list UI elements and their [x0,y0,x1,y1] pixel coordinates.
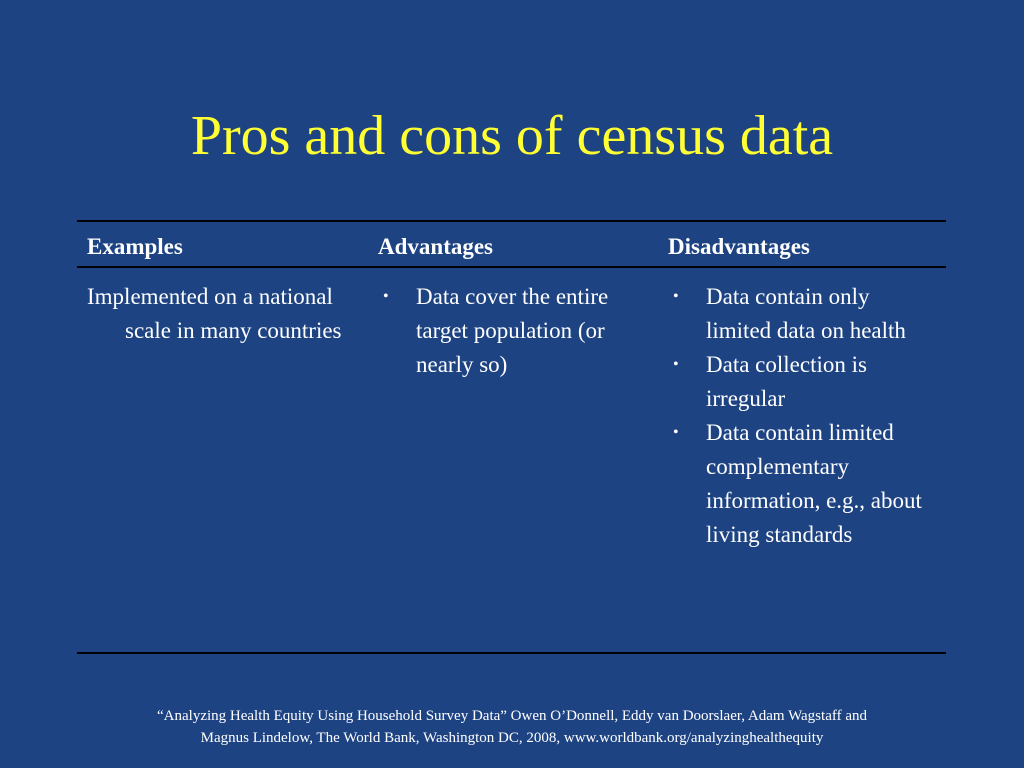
header-examples: Examples [87,234,183,259]
slide-title: Pros and cons of census data [190,105,834,167]
disadvantage-text: Data collection is irregular [706,352,867,411]
header-disadvantages: Disadvantages [668,234,810,259]
bullet-icon: • [673,356,679,373]
disadvantage-text: Data contain limited complementary information, e.g., about living standards [706,420,922,547]
citation-line-1: “Analyzing Health Equity Using Household Survey Data” Owen O’Donnell, Eddy van Doorslaer, Adam Wagstaff and [157,708,867,724]
disadvantages-cell [668,280,938,552]
list-item [378,280,648,382]
citation-footer [40,705,984,749]
list-item [668,416,938,552]
table-header-row [77,222,946,266]
table-body-row [77,268,946,652]
advantage-text: Data cover the entire target population (or nearly so) [416,284,609,377]
citation-line-2: Magnus Lindelow, The World Bank, Washington DC, 2008, www.worldbank.org/analyzinghealthequity [200,730,824,746]
bullet-icon: • [673,288,679,305]
bullet-icon: • [673,424,679,441]
bullet-icon: • [383,288,389,305]
list-item [668,280,938,348]
header-advantages: Advantages [378,234,494,259]
examples-text: Implemented on a national scale in many countries [87,284,342,343]
list-item [668,348,938,416]
disadvantages-list [668,280,938,552]
advantages-list [378,280,648,382]
table-bottom-rule [77,652,946,654]
examples-cell [87,280,357,348]
advantages-cell [378,280,648,382]
census-pros-cons-table [77,220,946,654]
disadvantage-text: Data contain only limited data on health [706,284,906,343]
